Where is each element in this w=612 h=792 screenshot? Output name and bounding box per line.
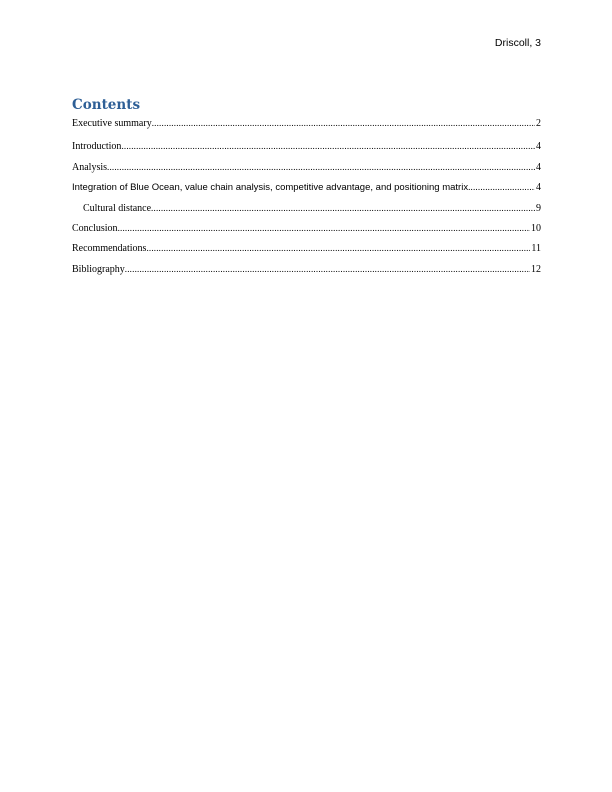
toc-entry-title: Bibliography [72,263,125,275]
toc-entry-analysis[interactable] [72,157,541,177]
toc-entry-conclusion[interactable] [72,218,541,238]
toc-entry-page: 11 [531,243,541,255]
toc-entry-title: Cultural distance [83,202,152,214]
toc-entry-page: 4 [536,141,541,153]
toc-entry-introduction[interactable] [72,136,541,156]
toc-entry-title: Introduction [72,141,122,153]
toc-dot-leader [152,116,535,130]
toc-entry-title: Executive summary [72,118,152,129]
toc-entry-title: Recommendations [72,243,147,255]
toc-dot-leader [151,198,535,218]
toc-entry-page: 10 [531,222,541,234]
toc-entry-recommendations[interactable] [72,238,541,258]
toc-heading: Contents [72,97,141,113]
toc-entry-page: 4 [536,161,541,173]
toc-entry-bibliography[interactable] [72,259,541,279]
page-header: Driscoll, 3 [494,37,541,49]
toc-dot-leader [121,136,535,156]
toc-dot-leader [125,259,530,279]
toc-entry-executive-summary[interactable] [72,116,541,130]
toc-entry-page: 12 [531,263,541,275]
toc-entry-page: 4 [536,182,541,194]
toc-entry-title: Conclusion [72,222,118,234]
toc-entry-page: 2 [536,118,541,129]
toc-entry-title: Integration of Blue Ocean, value chain analysis, competitive advantage, and positioning matrix [72,182,469,194]
toc-entry-integration[interactable] [72,177,541,197]
toc-entry-page: 9 [536,202,541,214]
toc-entry-title: Analysis [72,161,107,173]
toc-dot-leader [107,157,535,177]
table-of-contents [72,96,541,279]
toc-dot-leader [146,238,530,258]
toc-dot-leader [118,218,530,238]
toc-entry-cultural-distance[interactable] [72,198,541,218]
toc-dot-leader [468,177,535,197]
toc-list [72,116,541,279]
